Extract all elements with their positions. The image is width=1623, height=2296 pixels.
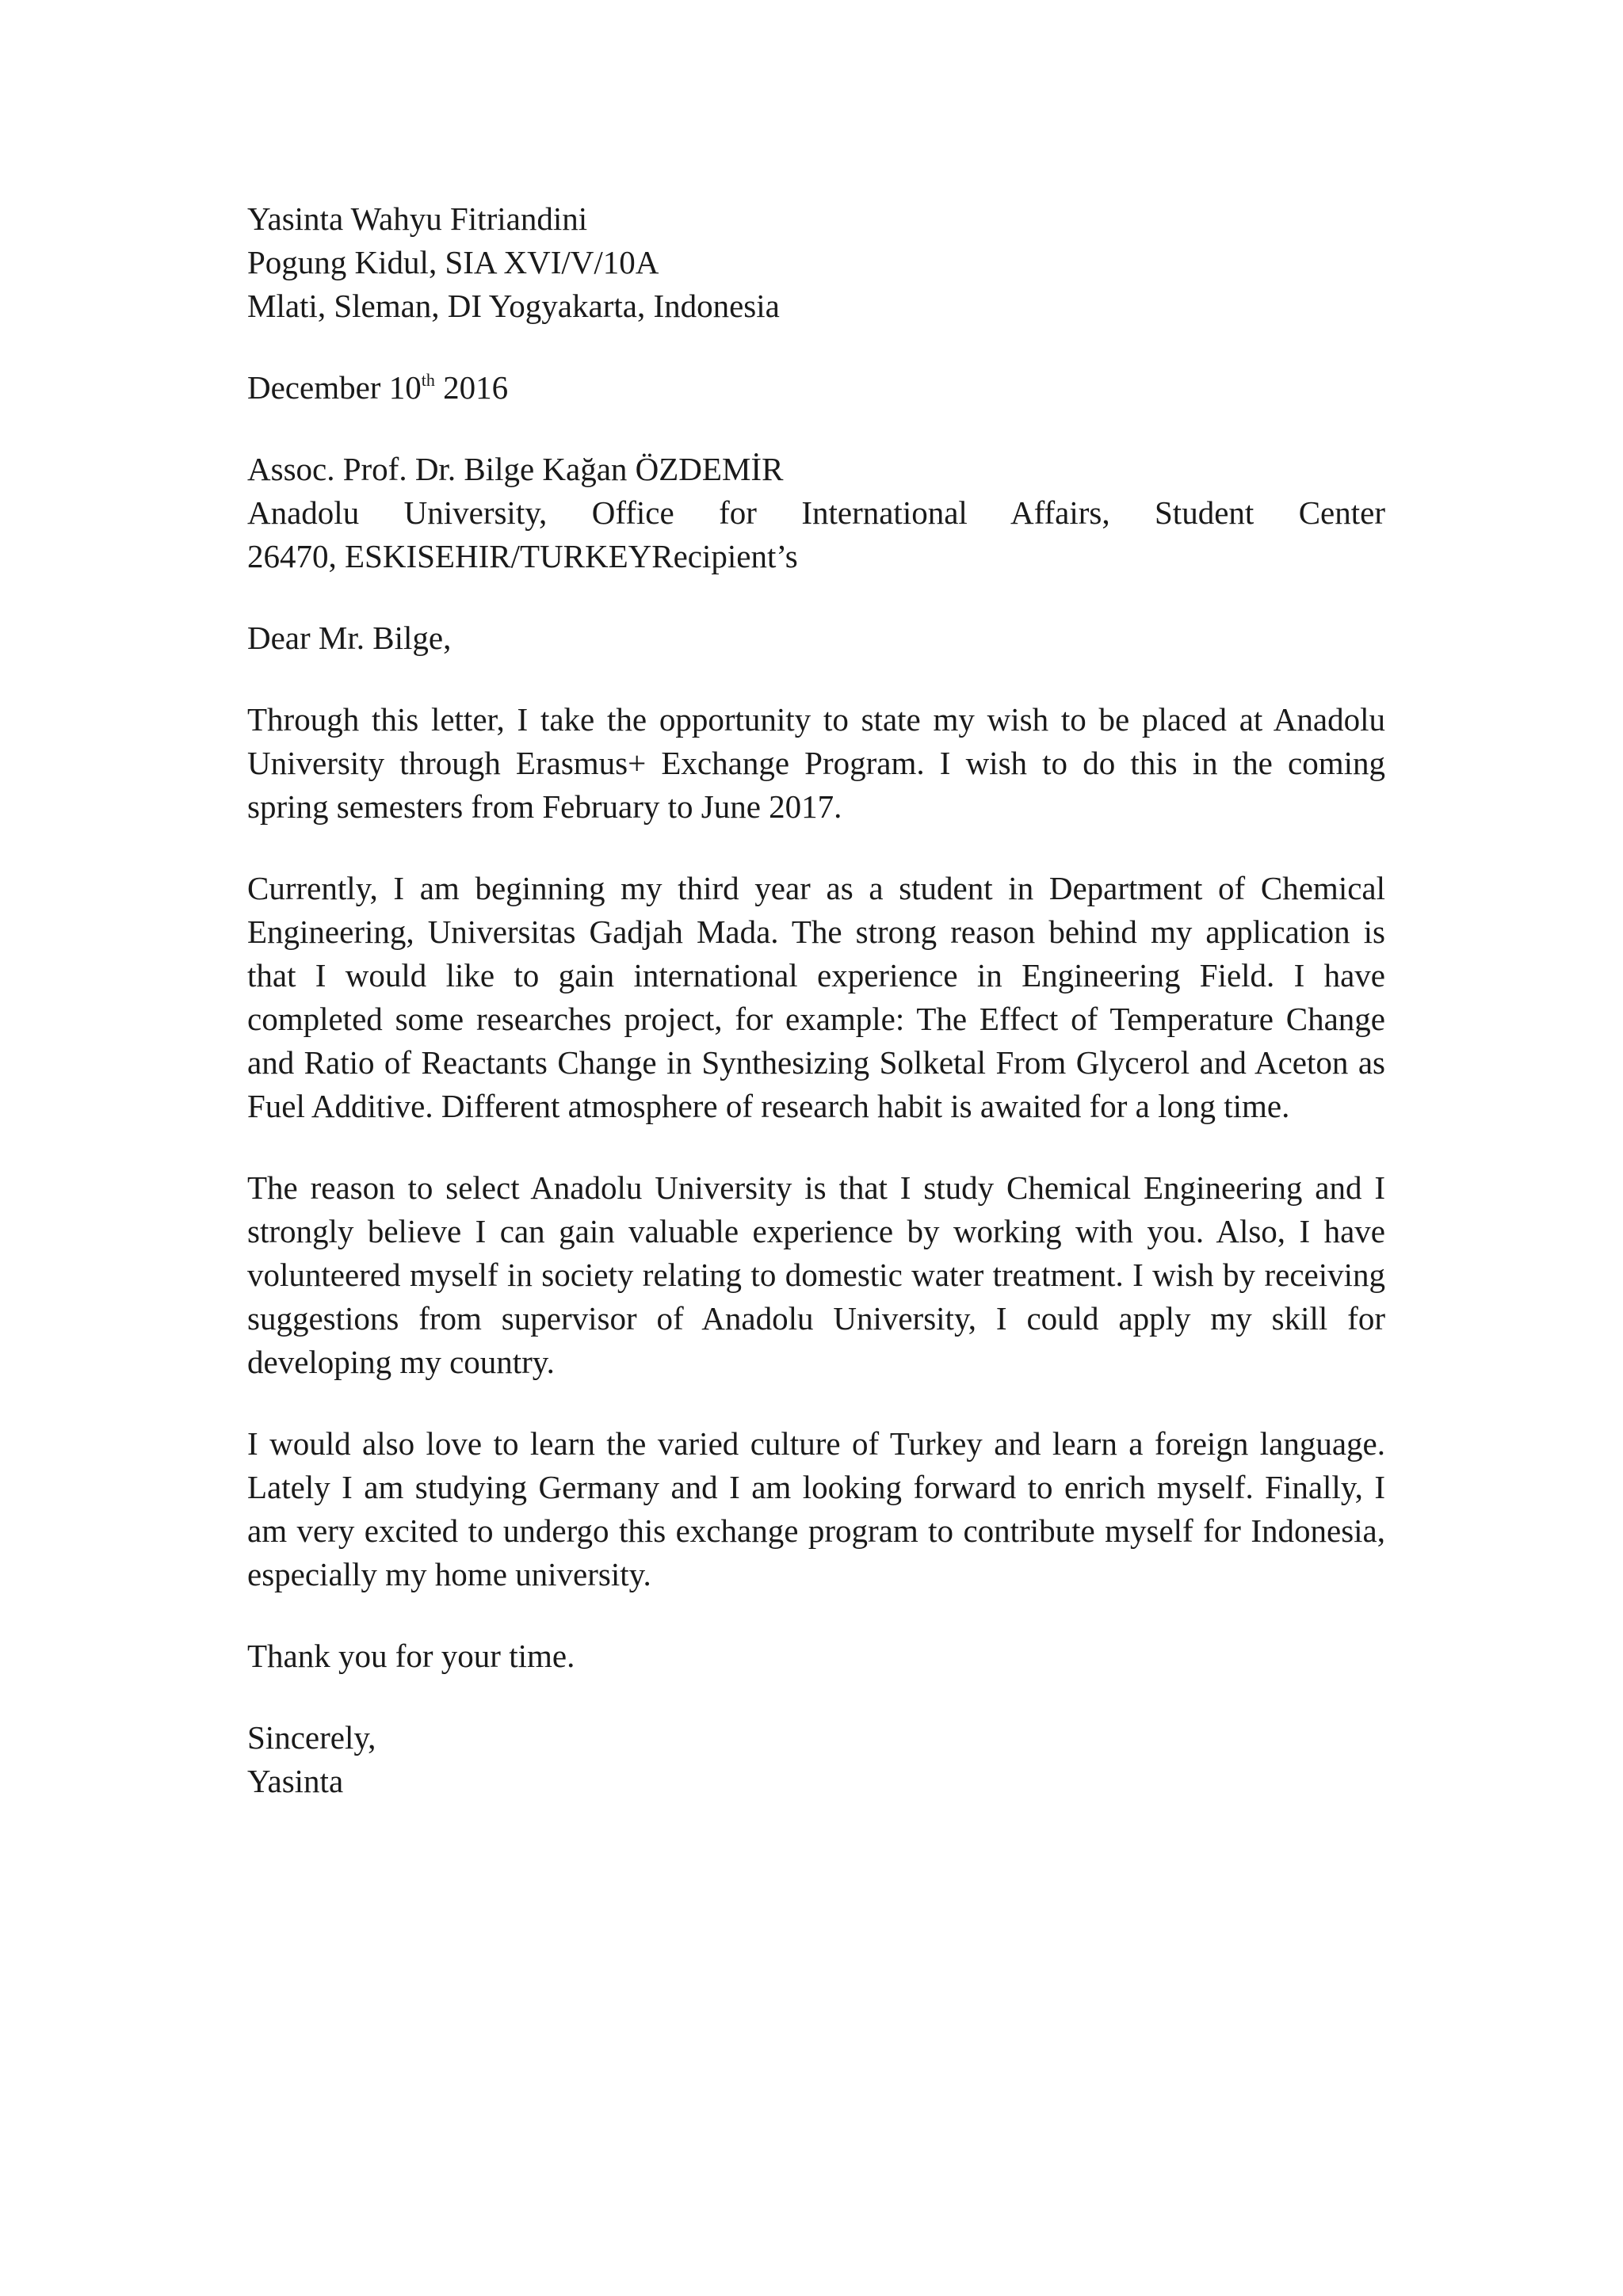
closing-thanks-text: Thank you for your time. xyxy=(247,1638,575,1674)
letter-date xyxy=(247,366,1385,410)
recipient-address-line-3: 26470, ESKISEHIR/TURKEYRecipient’s xyxy=(247,538,798,574)
signoff: Sincerely, xyxy=(247,1719,376,1756)
date-line xyxy=(247,366,1385,410)
recipient-address-line-2: Anadolu University, Office for International Affairs, Student Center xyxy=(247,494,1385,531)
recipient-address xyxy=(247,448,1385,578)
recipient-name: Assoc. Prof. Dr. Bilge Kağan ÖZDEMİR xyxy=(247,451,784,487)
letter-content xyxy=(247,197,1385,1803)
sender-address-line-2: Mlati, Sleman, DI Yogyakarta, Indonesia xyxy=(247,288,780,324)
salutation xyxy=(247,616,1385,660)
signature-block xyxy=(247,1716,1385,1803)
date-year: 2016 xyxy=(434,369,509,406)
signature-name: Yasinta xyxy=(247,1763,344,1799)
body-paragraph-4: I would also love to learn the varied culture of Turkey and learn a foreign language. Lately I am studying Germany and I am looking forward to enrich myself. Finally, I am very excited to undergo this exchange program to contribute myself for Indonesia, especially my home university. xyxy=(247,1425,1385,1592)
body-paragraph-3: The reason to select Anadolu University is that I study Chemical Engineering and I strongly believe I can gain valuable experience by working with you. Also, I have volunteered myself in society relating to domestic water treatment. I wish by receiving suggestions from supervisor of Anadolu University, I could apply my skill for developing my country. xyxy=(247,1169,1385,1380)
sender-name: Yasinta Wahyu Fitriandini xyxy=(247,200,588,237)
salutation-text: Dear Mr. Bilge, xyxy=(247,620,452,656)
body-paragraph-1: Through this letter, I take the opportunity to state my wish to be placed at Anadolu University through Erasmus+ Exchange Program. I wish to do this in the coming spring semesters from February to June 2017. xyxy=(247,701,1385,825)
body-paragraph-2: Currently, I am beginning my third year as a student in Department of Chemical Engineering, Universitas Gadjah Mada. The strong reason behind my application is that I would like to gain international experience in Engineering Field. I have completed some researches project, for example: The Effect of Temperature Change and Ratio of Reactants Change in Synthesizing Solketal From Glycerol and Aceton as Fuel Additive. Different atmosphere of research habit is awaited for a long time. xyxy=(247,870,1385,1124)
closing-thanks xyxy=(247,1634,1385,1678)
sender-address xyxy=(247,197,1385,328)
date-day-suffix: th xyxy=(421,370,435,390)
sender-address-line-1: Pogung Kidul, SIA XVI/V/10A xyxy=(247,244,659,280)
date-month-day: December 10 xyxy=(247,369,422,406)
